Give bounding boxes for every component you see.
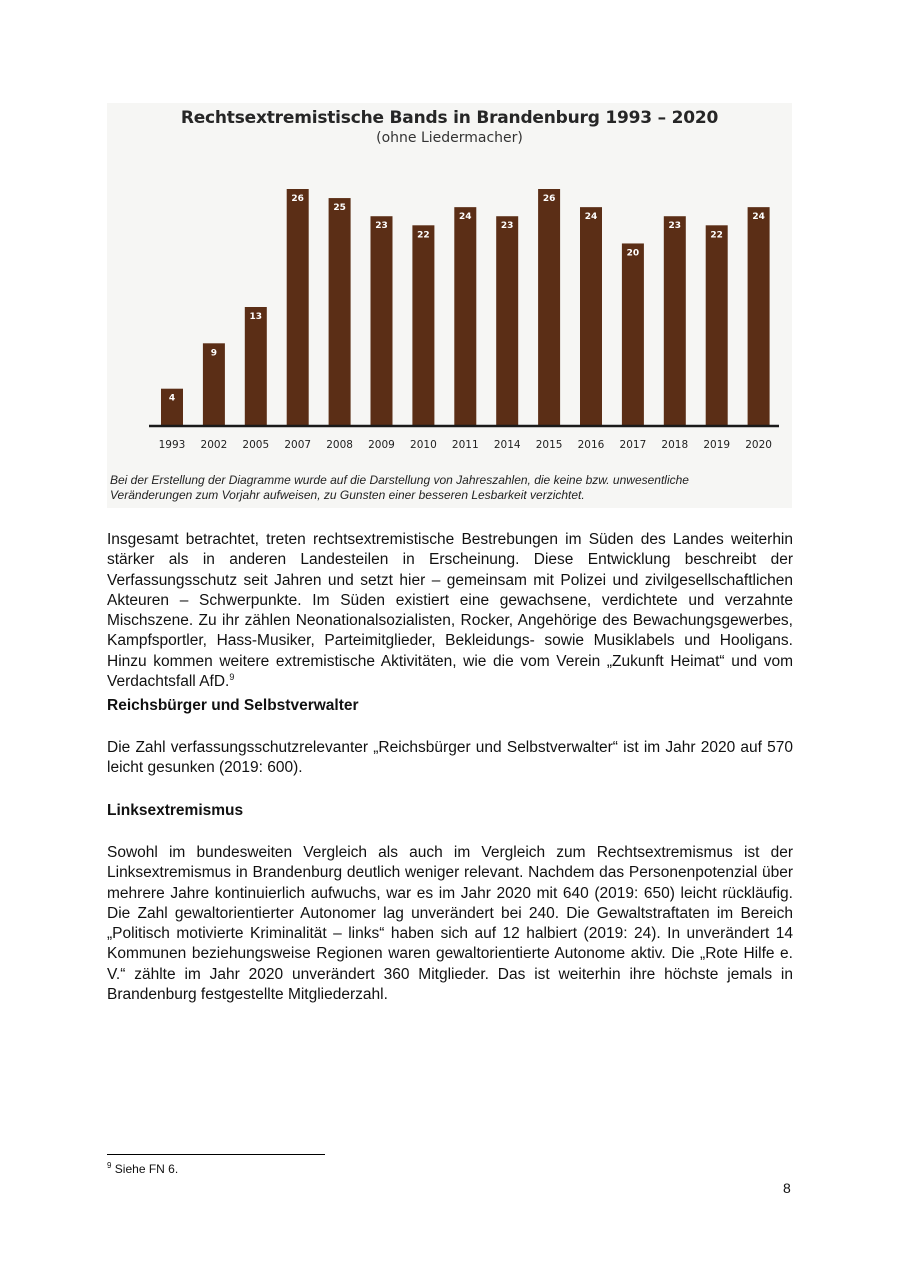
bar-2015 — [538, 189, 560, 425]
x-tick-label-2005: 2005 — [242, 439, 270, 451]
x-tick-label-2011: 2011 — [451, 439, 479, 451]
x-tick-label-2009: 2009 — [368, 439, 395, 451]
footnote-reference[interactable]: 9 — [229, 671, 235, 682]
bar-2020 — [748, 207, 770, 425]
x-tick-label-2010: 2010 — [410, 439, 437, 451]
bar-2017 — [622, 243, 644, 425]
chart-note-line-1: Bei der Erstellung der Diagramme wurde auf die Darstellung von Jahreszahlen, die keine bzw. unwesentliche — [110, 473, 689, 487]
bar-2011 — [454, 207, 476, 425]
bar-2014 — [496, 216, 518, 425]
data-label-2011: 24 — [459, 212, 472, 223]
footnote — [107, 1161, 178, 1176]
bar-2010 — [412, 225, 434, 425]
data-label-2005: 13 — [249, 312, 263, 322]
x-tick-label-2020: 2020 — [745, 439, 772, 451]
bar-2018 — [664, 216, 686, 425]
heading-reichsbuerger: Reichsbürger und Selbstverwalter — [107, 697, 359, 714]
bar-2007 — [287, 189, 309, 425]
data-label-2019: 22 — [710, 230, 723, 241]
x-tick-label-2017: 2017 — [619, 439, 647, 451]
x-tick-label-2014: 2014 — [493, 439, 521, 451]
paragraph-text: Insgesamt betrachtet, treten rechtsextremistische Bestrebungen im Süden des Landes weiterhin stärker als in anderen Landesteilen in Erscheinung. Diese Entwicklung beschreibt der Verfassungsschutz seit Jahren und setzt hier – gemeinsam mit Polizei und zivilgesellschaftlichen Akteuren – Schwerpunkte. Im Süden existiert eine gewachsene, verdichtete und verzahnte Mischszene. Zu ihr zählen Neonationalsozialisten, Rocker, Angehörige des Bewachungsgewerbes, Kampfsportler, Hass-Musiker, Parteimitglieder, Bekleidungs- sowie Musiklabels und Hooligans. Hinzu kommen weitere extremistische Aktivitäten, wie die vom Verein „Zukunft Heimat“ und vom Verdachtsfall AfD. — [107, 531, 793, 691]
data-label-2008: 25 — [333, 203, 346, 214]
chart-note — [110, 473, 790, 503]
data-label-2009: 23 — [375, 221, 388, 232]
chart-title: Rechtsextremistische Bands in Brandenburg 1993 – 2020 — [180, 108, 719, 128]
bar-2019 — [706, 225, 728, 425]
chart-subtitle: (ohne Liedermacher) — [376, 130, 523, 146]
x-tick-label-2019: 2019 — [703, 439, 731, 451]
bar-2016 — [580, 207, 602, 425]
bar-chart — [107, 103, 792, 473]
data-label-2017: 20 — [626, 248, 640, 259]
x-tick-label-2008: 2008 — [326, 439, 353, 451]
heading-linksextremismus: Linksextremismus — [107, 802, 244, 819]
bar-2008 — [329, 198, 351, 425]
footnote-number: 9 — [107, 1161, 112, 1170]
x-tick-label-2002: 2002 — [200, 439, 228, 451]
x-tick-label-2018: 2018 — [661, 439, 689, 451]
chart-note-line-2: Veränderungen zum Vorjahr aufweisen, zu Gunsten einer besseren Lesbarkeit verzichtet. — [110, 488, 585, 502]
x-tick-label-2015: 2015 — [535, 439, 563, 451]
footnote-divider — [107, 1154, 325, 1155]
bar-2005 — [245, 307, 267, 425]
paragraph-rechtsextremismus-sueden — [107, 530, 793, 692]
x-tick-label-2016: 2016 — [577, 439, 605, 451]
x-tick-label-2007: 2007 — [284, 439, 312, 451]
data-label-2010: 22 — [417, 230, 430, 241]
data-label-2015: 26 — [542, 194, 556, 204]
data-label-2020: 24 — [752, 212, 765, 223]
paragraph-reichsbuerger: Die Zahl verfassungsschutzrelevanter „Reichsbürger und Selbstverwalter“ ist im Jahr 2020 auf 570 leicht gesunken (2019: 600). — [107, 739, 793, 777]
data-label-2016: 24 — [584, 212, 598, 223]
data-label-2014: 23 — [500, 221, 514, 232]
data-label-2002: 9 — [210, 348, 218, 359]
page-number: 8 — [783, 1180, 791, 1196]
chart-figure — [107, 103, 792, 508]
data-label-1993: 4 — [168, 393, 176, 404]
footnote-text: Siehe FN 6. — [114, 1162, 179, 1176]
data-label-2018: 23 — [668, 221, 682, 232]
paragraph-linksextremismus: Sowohl im bundesweiten Vergleich als auch im Vergleich zum Rechtsextremismus ist der Linksextremismus in Brandenburg deutlich weniger relevant. Nachdem das Personenpotenzial über mehrere Jahre kontinuierlich aufwuchs, war es im Jahr 2020 mit 640 (2019: 650) leicht rückläufig. Die Zahl gewaltorientierter Autonomer lag unverändert bei 240. Die Gewaltstraftaten im Bereich „Politisch motivierte Kriminalität – links“ haben sich auf 12 halbiert (2019: 24). In unverändert 14 Kommunen beziehungsweise Regionen waren gewaltorientierte Autonome aktiv. Die „Rote Hilfe e. V.“ zählte im Jahr 2020 unverändert 360 Mitglieder. Das ist weiterhin ihre höchste jemals in Brandenburg festgestellte Mitgliederzahl. — [107, 844, 793, 1004]
x-tick-label-1993: 1993 — [158, 439, 186, 451]
bar-2009 — [371, 216, 393, 425]
data-label-2007: 26 — [291, 194, 304, 204]
